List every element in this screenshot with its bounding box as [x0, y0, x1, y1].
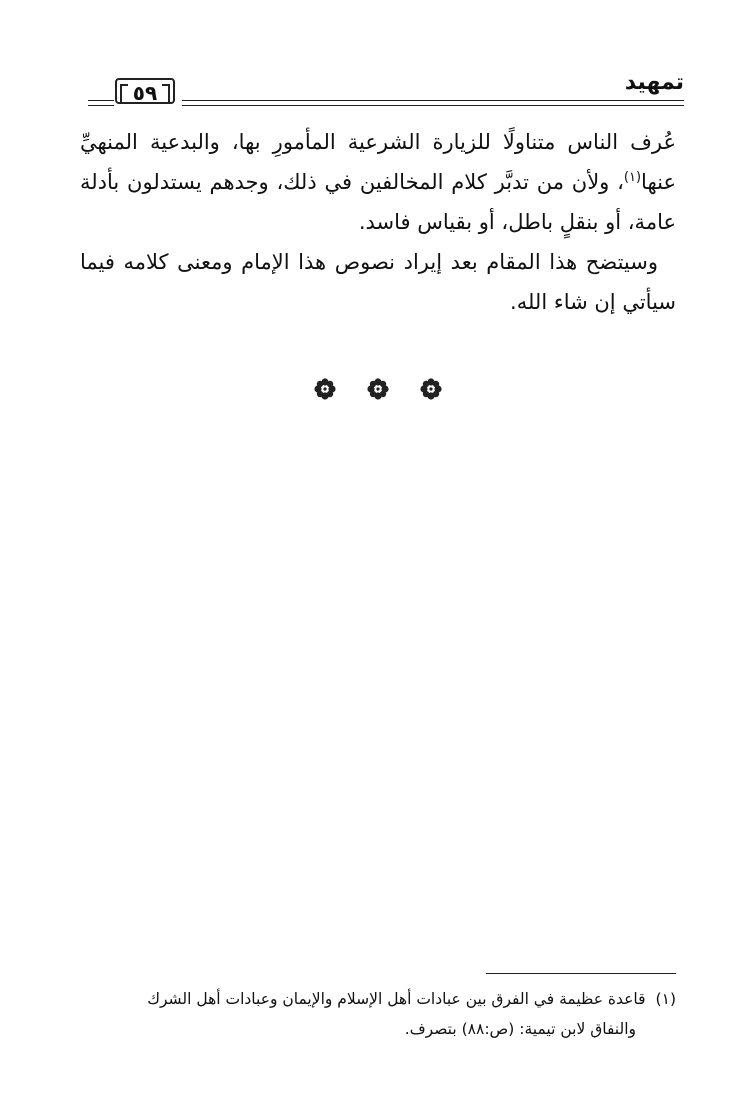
footnote-text-1: قاعدة عظيمة في الفرق بين عبادات أهل الإسلام والإيمان وعبادات أهل الشرك	[147, 990, 646, 1008]
paragraph-2: وسيتضح هذا المقام بعد إيراد نصوص هذا الإمام ومعنى كلامه فيما سيأتي إن شاء الله.	[80, 250, 676, 314]
footnote-line-1	[80, 984, 676, 1014]
section-divider	[0, 378, 756, 400]
flower-ornament-icon	[367, 378, 389, 400]
main-text	[80, 122, 676, 322]
page-header	[88, 70, 684, 114]
page-number: ٥٩	[115, 78, 175, 104]
footnote-reference[interactable]: (١)	[623, 170, 642, 185]
footnote-separator	[486, 973, 676, 974]
footnote-line-2: والنفاق لابن تيمية: (ص:٨٨) بتصرف.	[404, 1020, 636, 1038]
footnote-number: (١)	[655, 990, 676, 1008]
chapter-title: تمهيد	[624, 70, 684, 95]
paragraph-1-rest: ، ولأن من تدبَّر كلام المخالفين في ذلك، وجدهم يستدلون بأدلة عامة، أو بنقلٍ باطل، أو بقياس فاسد.	[80, 170, 676, 234]
footnote	[80, 984, 676, 1044]
paragraph-1	[80, 122, 676, 242]
flower-ornament-icon	[420, 378, 442, 400]
flower-ornament-icon	[314, 378, 336, 400]
header-rule	[182, 100, 684, 106]
paragraph-1-text: عُرف الناس متناولًا للزيارة الشرعية المأمورِ بها، والبدعية المنهيِّ عنها	[80, 130, 676, 194]
header-rule-left	[88, 100, 114, 106]
